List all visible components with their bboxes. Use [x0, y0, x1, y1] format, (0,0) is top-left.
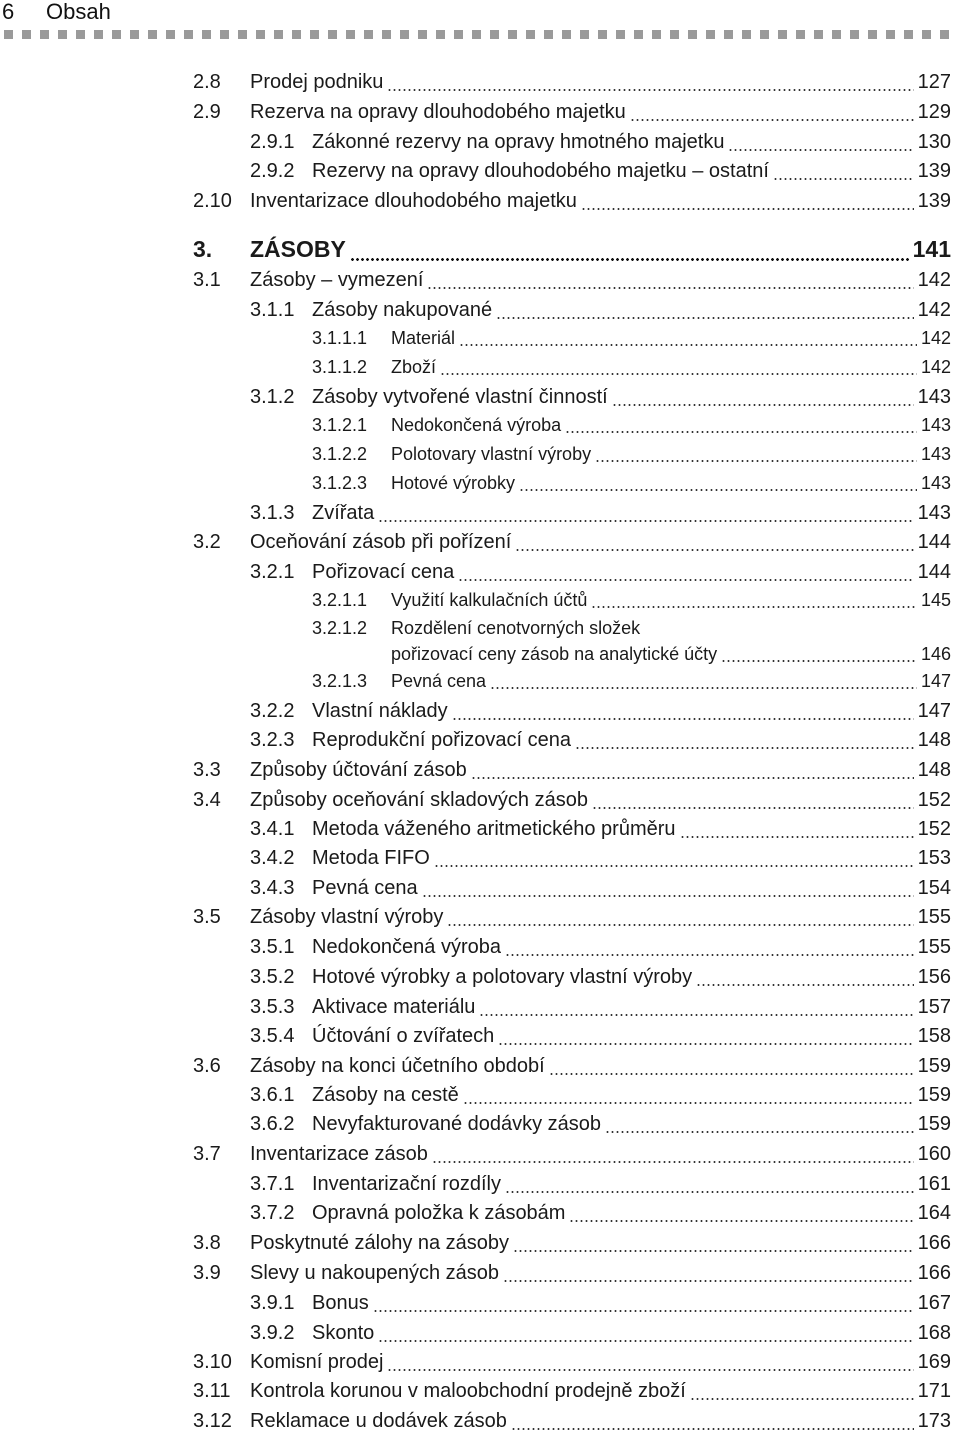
toc-entry-title: Zásoby na cestě	[312, 1084, 459, 1106]
toc-entry-title: Prodej podniku	[250, 71, 384, 93]
rule-square	[328, 30, 337, 39]
toc-entry-page: 143	[920, 415, 951, 435]
dot-leader	[696, 984, 913, 986]
dot-leader	[511, 1428, 914, 1430]
toc-entry-number: 3.2.3	[250, 729, 295, 751]
rule-square	[94, 30, 103, 39]
rule-square	[454, 30, 463, 39]
dot-leader	[496, 317, 913, 319]
rule-square	[256, 30, 265, 39]
rule-square	[562, 30, 571, 39]
toc-entry-page: 142	[920, 357, 951, 377]
toc-entry-title: Pevná cena	[312, 877, 418, 899]
toc-entry-title: Účtování o zvířatech	[312, 1025, 495, 1047]
toc-entry-number: 3.2.1.1	[312, 590, 368, 610]
rule-square	[148, 30, 157, 39]
toc-entry-number: 3.1.3	[250, 502, 295, 524]
toc-entry-title: Oceňování zásob při pořízení	[250, 531, 512, 553]
toc-entry-number: 3.2.1.2	[312, 618, 368, 638]
rule-square	[922, 30, 931, 39]
toc-entry-number: 3.4.1	[250, 818, 295, 840]
rule-square	[346, 30, 355, 39]
toc-entry-number: 2.9.2	[250, 160, 295, 182]
dot-leader	[503, 1280, 914, 1282]
toc-entry-number: 3.7.2	[250, 1202, 295, 1224]
toc-entry-page: 139	[917, 160, 951, 182]
toc-entry-title: Nedokončená výroba	[312, 936, 502, 958]
toc-entry-page: 155	[917, 936, 951, 958]
toc-entry-title: Způsoby účtování zásob	[250, 759, 467, 781]
toc-entry-number: 3.2.1	[250, 561, 295, 583]
toc-entry-page: 142	[917, 269, 951, 291]
toc-entry-page: 168	[917, 1322, 951, 1344]
dot-leader	[387, 1369, 913, 1371]
toc-entry-page: 144	[917, 531, 951, 553]
rule-square	[724, 30, 733, 39]
toc-entry-title: Inventarizační rozdíly	[312, 1173, 501, 1195]
toc-entry-page: 159	[917, 1084, 951, 1106]
rule-square	[202, 30, 211, 39]
rule-square	[688, 30, 697, 39]
dot-leader	[373, 1310, 914, 1312]
rule-square	[4, 30, 13, 39]
header-title: Obsah	[46, 0, 111, 24]
toc-entry-number: 3.6	[193, 1055, 221, 1077]
toc-entry-title: Slevy u nakoupených zásob	[250, 1262, 500, 1284]
rule-square	[742, 30, 751, 39]
toc-entry-number: 3.12	[193, 1410, 232, 1432]
rule-square	[616, 30, 625, 39]
rule-square	[364, 30, 373, 39]
dot-leader	[458, 579, 913, 581]
toc-entry-page: 159	[917, 1113, 951, 1135]
dot-leader	[479, 1014, 913, 1016]
toc-entry-page: 129	[917, 101, 951, 123]
toc-entry-title: Reprodukční pořizovací cena	[312, 729, 572, 751]
toc-entry-page: 155	[917, 906, 951, 928]
dot-leader	[447, 924, 913, 926]
dot-leader	[680, 836, 914, 838]
toc-entry-title: Bonus	[312, 1292, 369, 1314]
toc-entry-number: 3.2.2	[250, 700, 295, 722]
toc-entry-number: 3.8	[193, 1232, 221, 1254]
toc-entry-title: Zásoby – vymezení	[250, 269, 424, 291]
toc-entry-page: 171	[917, 1380, 951, 1402]
rule-square	[400, 30, 409, 39]
rule-square	[508, 30, 517, 39]
toc-entry-title: Vlastní náklady	[312, 700, 448, 722]
rule-square	[544, 30, 553, 39]
toc-entry-page: 143	[917, 386, 951, 408]
dot-leader	[612, 404, 914, 406]
dot-leader	[471, 777, 914, 779]
toc-entry-number: 3.2.1.3	[312, 671, 368, 691]
toc-entry-title: Komisní prodej	[250, 1351, 384, 1373]
toc-entry-page: 130	[917, 131, 951, 153]
rule-square	[580, 30, 589, 39]
rule-square	[490, 30, 499, 39]
toc-entry-number: 3.5	[193, 906, 221, 928]
toc-entry-number: 3.4	[193, 789, 221, 811]
dot-leader	[595, 460, 917, 462]
rule-square	[832, 30, 841, 39]
dot-leader	[463, 1102, 914, 1104]
toc-entry-number: 3.6.1	[250, 1084, 295, 1106]
toc-entry-title: Rezervy na opravy dlouhodobého majetku – ostatní	[312, 160, 769, 182]
toc-entry-page: 173	[917, 1410, 951, 1432]
toc-entry-title: Kontrola korunou v maloobchodní prodejně zboží	[250, 1380, 686, 1402]
rule-square	[166, 30, 175, 39]
toc-entry-title: Skonto	[312, 1322, 375, 1344]
toc-entry-number: 2.9.1	[250, 131, 295, 153]
rule-square	[274, 30, 283, 39]
dot-leader	[581, 208, 914, 210]
rule-square	[22, 30, 31, 39]
toc-entry-page: 146	[920, 644, 951, 664]
rule-square	[670, 30, 679, 39]
rule-square	[238, 30, 247, 39]
dot-leader	[569, 1220, 913, 1222]
toc-entry-title: Inventarizace dlouhodobého majetku	[250, 190, 577, 212]
dot-leader	[432, 1161, 914, 1163]
toc-entry-title: Využití kalkulačních účtů	[391, 590, 588, 610]
dot-leader	[721, 660, 917, 662]
toc-entry-title: Materiál	[391, 328, 456, 348]
toc-entry-page: 143	[920, 473, 951, 493]
toc-entry-page: 145	[920, 590, 951, 610]
toc-entry-number: 3.4.3	[250, 877, 295, 899]
rule-square	[472, 30, 481, 39]
dot-leader	[427, 287, 913, 289]
toc-entry-number: 3.5.2	[250, 966, 295, 988]
toc-entry-number: 2.8	[193, 71, 221, 93]
dot-leader	[498, 1043, 913, 1045]
toc-entry-title: Pevná cena	[391, 671, 487, 691]
rule-square	[760, 30, 769, 39]
rule-square	[382, 30, 391, 39]
toc-entry-page: 154	[917, 877, 951, 899]
toc-entry-page: 169	[917, 1351, 951, 1373]
toc-entry-number: 3.7.1	[250, 1173, 295, 1195]
dot-leader	[505, 1191, 914, 1193]
toc-entry-title: Hotové výrobky	[391, 473, 516, 493]
dot-leader	[605, 1131, 914, 1133]
toc-entry-number: 3.1.2.1	[312, 415, 368, 435]
toc-entry-number: 3.5.4	[250, 1025, 295, 1047]
toc-entry-page: 143	[917, 502, 951, 524]
rule-square	[778, 30, 787, 39]
dot-leader	[565, 431, 917, 433]
rule-square	[598, 30, 607, 39]
dot-leader	[728, 149, 913, 151]
toc-entry-number: 3.1.1.2	[312, 357, 368, 377]
toc-entry-title: Rozdělení cenotvorných složek	[391, 618, 641, 638]
toc-entry-title: Metoda váženého aritmetického průměru	[312, 818, 676, 840]
rule-square	[706, 30, 715, 39]
dot-leader	[434, 865, 914, 867]
page-number: 6	[2, 0, 15, 24]
toc-entry-title: Zásoby nakupované	[312, 299, 493, 321]
toc-entry-page: 147	[917, 700, 951, 722]
toc-entry-number: 3.	[193, 236, 213, 262]
rule-square	[436, 30, 445, 39]
rule-square	[850, 30, 859, 39]
toc-entry-title: Opravná položka k zásobám	[312, 1202, 566, 1224]
toc-entry-page: 166	[917, 1262, 951, 1284]
toc-entry-number: 3.2	[193, 531, 221, 553]
toc-entry-title: Zásoby na konci účetního období	[250, 1055, 545, 1077]
toc-entry-page: 152	[917, 789, 951, 811]
toc-entry-title: Rezerva na opravy dlouhodobého majetku	[250, 101, 626, 123]
toc-entry-title: Metoda FIFO	[312, 847, 430, 869]
toc-entry-page: 143	[920, 444, 951, 464]
toc-entry-page: 167	[917, 1292, 951, 1314]
toc-entry-page: 148	[917, 759, 951, 781]
toc-entry-page: 152	[917, 818, 951, 840]
toc-entry-title: Reklamace u dodávek zásob	[250, 1410, 507, 1432]
rule-square	[292, 30, 301, 39]
toc-entry-number: 3.1.1.1	[312, 328, 368, 348]
dot-leader	[515, 549, 913, 551]
dot-leader	[519, 489, 917, 491]
toc-entry-number: 3.1.2.2	[312, 444, 368, 464]
toc-entry-title: Zákonné rezervy na opravy hmotného majetku	[312, 131, 725, 153]
toc-entry-number: 3.1.1	[250, 299, 295, 321]
toc-entry-page: 147	[920, 671, 951, 691]
toc-entry-title: ZÁSOBY	[250, 236, 346, 262]
toc-entry-page: 160	[917, 1143, 951, 1165]
toc-entry-title: Nevyfakturované dodávky zásob	[312, 1113, 602, 1135]
rule-square	[76, 30, 85, 39]
rule-square	[130, 30, 139, 39]
rule-square	[220, 30, 229, 39]
dot-leader	[690, 1398, 914, 1400]
toc-entry-page: 141	[912, 236, 951, 262]
toc-entry-page: 161	[917, 1173, 951, 1195]
rule-square	[58, 30, 67, 39]
toc-entry-number: 3.9.1	[250, 1292, 295, 1314]
toc-entry-title: Polotovary vlastní výroby	[391, 444, 592, 464]
toc-entry-title: Zásoby vytvořené vlastní činností	[312, 386, 608, 408]
dot-leader	[350, 258, 909, 261]
toc-entry-title: Zboží	[391, 357, 437, 377]
toc-entry-title-continuation: pořizovací ceny zásob na analytické účty	[391, 644, 718, 664]
rule-square	[112, 30, 121, 39]
rule-square	[184, 30, 193, 39]
dot-leader	[513, 1250, 914, 1252]
rule-square	[310, 30, 319, 39]
toc-entry-title: Zvířata	[312, 502, 375, 524]
toc-entry-page: 158	[917, 1025, 951, 1047]
header-dotted-rule	[4, 30, 956, 39]
dot-leader	[591, 606, 917, 608]
dot-leader	[549, 1073, 914, 1075]
toc-entry-page: 157	[917, 996, 951, 1018]
toc-entry-title: Způsoby oceňování skladových zásob	[250, 789, 588, 811]
toc-entry-number: 3.11	[193, 1380, 231, 1402]
dot-leader	[459, 344, 917, 346]
toc-entry-title: Poskytnuté zálohy na zásoby	[250, 1232, 510, 1254]
toc-entry-page: 164	[917, 1202, 951, 1224]
rule-square	[796, 30, 805, 39]
rule-square	[868, 30, 877, 39]
toc-entry-page: 139	[917, 190, 951, 212]
toc-entry-number: 3.3	[193, 759, 221, 781]
toc-entry-number: 2.10	[193, 190, 232, 212]
rule-square	[886, 30, 895, 39]
toc-entry-number: 3.9	[193, 1262, 221, 1284]
rule-square	[526, 30, 535, 39]
rule-square	[940, 30, 949, 39]
toc-entry-number: 3.1.2.3	[312, 473, 368, 493]
rule-square	[40, 30, 49, 39]
rule-square	[814, 30, 823, 39]
toc-entry-number: 3.10	[193, 1351, 232, 1373]
toc-entry-number: 3.5.3	[250, 996, 295, 1018]
dot-leader	[630, 119, 914, 121]
toc-entry-number: 3.6.2	[250, 1113, 295, 1135]
dot-leader	[422, 895, 914, 897]
page-header	[0, 0, 960, 44]
toc-entry-page: 142	[920, 328, 951, 348]
toc-entry-title: Pořizovací cena	[312, 561, 455, 583]
toc-entry-title: Inventarizace zásob	[250, 1143, 428, 1165]
dot-leader	[490, 687, 917, 689]
dot-leader	[378, 520, 913, 522]
toc-entry-title: Hotové výrobky a polotovary vlastní výroby	[312, 966, 693, 988]
rule-square	[634, 30, 643, 39]
toc-entry-title: Aktivace materiálu	[312, 996, 476, 1018]
dot-leader	[378, 1340, 913, 1342]
toc-entry-number: 3.4.2	[250, 847, 295, 869]
dot-leader	[505, 954, 914, 956]
dot-leader	[575, 747, 914, 749]
toc-entry-number: 3.1	[193, 269, 221, 291]
toc-entry-page: 159	[917, 1055, 951, 1077]
dot-leader	[387, 89, 913, 91]
toc-entry-page: 142	[917, 299, 951, 321]
dot-leader	[440, 373, 917, 375]
rule-square	[418, 30, 427, 39]
toc-entry-number: 3.9.2	[250, 1322, 295, 1344]
toc-entry-number: 3.5.1	[250, 936, 295, 958]
toc-entry-title: Nedokončená výroba	[391, 415, 562, 435]
rule-square	[904, 30, 913, 39]
toc-entry-page: 148	[917, 729, 951, 751]
toc-entry-number: 3.7	[193, 1143, 221, 1165]
toc-entry-page: 153	[917, 847, 951, 869]
rule-square	[652, 30, 661, 39]
toc-entry-number: 2.9	[193, 101, 221, 123]
toc-entry-number: 3.1.2	[250, 386, 295, 408]
dot-leader	[773, 178, 914, 180]
dot-leader	[452, 718, 914, 720]
toc-entry-title: Zásoby vlastní výroby	[250, 906, 444, 928]
toc-entry-page: 166	[917, 1232, 951, 1254]
toc-entry-page: 144	[917, 561, 951, 583]
dot-leader	[592, 807, 914, 809]
toc-entry-page: 127	[917, 71, 951, 93]
toc-entry-page: 156	[917, 966, 951, 988]
